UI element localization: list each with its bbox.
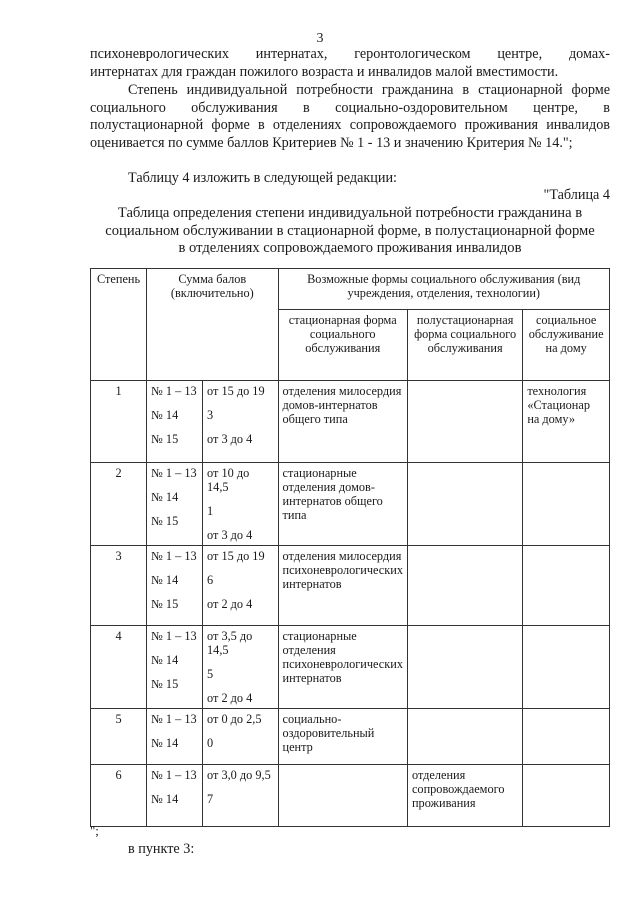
table-row — [91, 463, 610, 546]
semi-cell — [407, 546, 522, 626]
stationary-cell: отделения милосердия домов-интернатов общего типа — [278, 381, 407, 463]
paragraph-table-intro: Таблицу 4 изложить в следующей редакции: — [128, 170, 397, 186]
criteria-cell: № 1 – 13 № 14 № 15 — [147, 546, 203, 626]
table-header-row — [91, 269, 610, 310]
table-row — [91, 381, 610, 463]
text-line-2: интернатах для граждан пожилого возраста и инвалидов малой вместимости. — [90, 64, 559, 80]
closing-quote: "; — [90, 823, 99, 838]
home-cell — [523, 546, 610, 626]
table-row — [91, 546, 610, 626]
degree-cell: 1 — [91, 381, 147, 463]
table-row — [91, 765, 610, 827]
table-row — [91, 626, 610, 709]
semi-cell — [407, 463, 522, 546]
criteria-cell: № 1 – 13 № 14 № 15 — [147, 626, 203, 709]
table-label: "Таблица 4 — [543, 187, 610, 203]
paragraph-criteria: Степень индивидуальной потребности гражданина в стационарной форме социального обслуживания в социально-оздоровительном центре, в полустационарной форме в отделениях сопровождаемого проживания инвалидов оценивается по сумме баллов Критериев № 1 - 13 и значению Критерия № 14."; — [90, 82, 610, 151]
header-home: социальное обслуживание на дому — [523, 310, 610, 381]
score-cell: от 3,0 до 9,5 7 — [203, 765, 279, 827]
degree-cell: 4 — [91, 626, 147, 709]
last-line: в пункте 3: — [128, 841, 195, 857]
table-title: Таблица определения степени индивидуальной потребности гражданина в социальном обслуживании в стационарной форме, в полустационарной форме в отделениях сопровождаемого проживания инвалидов — [105, 205, 595, 257]
score-cell: от 0 до 2,5 0 — [203, 709, 279, 765]
criteria-table — [90, 268, 610, 827]
criteria-cell: № 1 – 13 № 14 — [147, 709, 203, 765]
criteria-cell: № 1 – 13 № 14 № 15 — [147, 381, 203, 463]
page-number: 3 — [316, 31, 324, 46]
criteria-cell: № 1 – 13 № 14 № 15 — [147, 463, 203, 546]
header-semi: полустационарная форма социального обслуживания — [407, 310, 522, 381]
stationary-cell: стационарные отделения домов-интернатов общего типа — [278, 463, 407, 546]
header-forms: Возможные формы социального обслуживания (вид учреждения, отделения, технологии) — [278, 269, 609, 310]
score-cell: от 10 до 14,5 1 от 3 до 4 — [203, 463, 279, 546]
stationary-cell: стационарные отделения психоневрологических интернатов — [278, 626, 407, 709]
home-cell — [523, 463, 610, 546]
semi-cell — [407, 709, 522, 765]
semi-cell: отделения сопровождаемого проживания — [407, 765, 522, 827]
semi-cell — [407, 381, 522, 463]
criteria-cell: № 1 – 13 № 14 — [147, 765, 203, 827]
semi-cell — [407, 626, 522, 709]
stationary-cell — [278, 765, 407, 827]
stationary-cell: социально-оздоровительный центр — [278, 709, 407, 765]
degree-cell: 2 — [91, 463, 147, 546]
score-cell: от 15 до 19 6 от 2 до 4 — [203, 546, 279, 626]
degree-cell: 5 — [91, 709, 147, 765]
home-cell — [523, 626, 610, 709]
header-sum: Сумма балов (включительно) — [147, 269, 278, 381]
home-cell — [523, 709, 610, 765]
header-stationary: стационарная форма социального обслуживания — [278, 310, 407, 381]
header-degree: Степень — [91, 269, 147, 381]
degree-cell: 3 — [91, 546, 147, 626]
home-cell: технология «Стационар на дому» — [523, 381, 610, 463]
stationary-cell: отделения милосердия психоневрологических интернатов — [278, 546, 407, 626]
home-cell — [523, 765, 610, 827]
score-cell: от 3,5 до 14,5 5 от 2 до 4 — [203, 626, 279, 709]
degree-cell: 6 — [91, 765, 147, 827]
score-cell: от 15 до 19 3 от 3 до 4 — [203, 381, 279, 463]
text-line-1: психоневрологических интернатах, геронтологическом центре, домах- — [90, 46, 610, 62]
table-row — [91, 709, 610, 765]
